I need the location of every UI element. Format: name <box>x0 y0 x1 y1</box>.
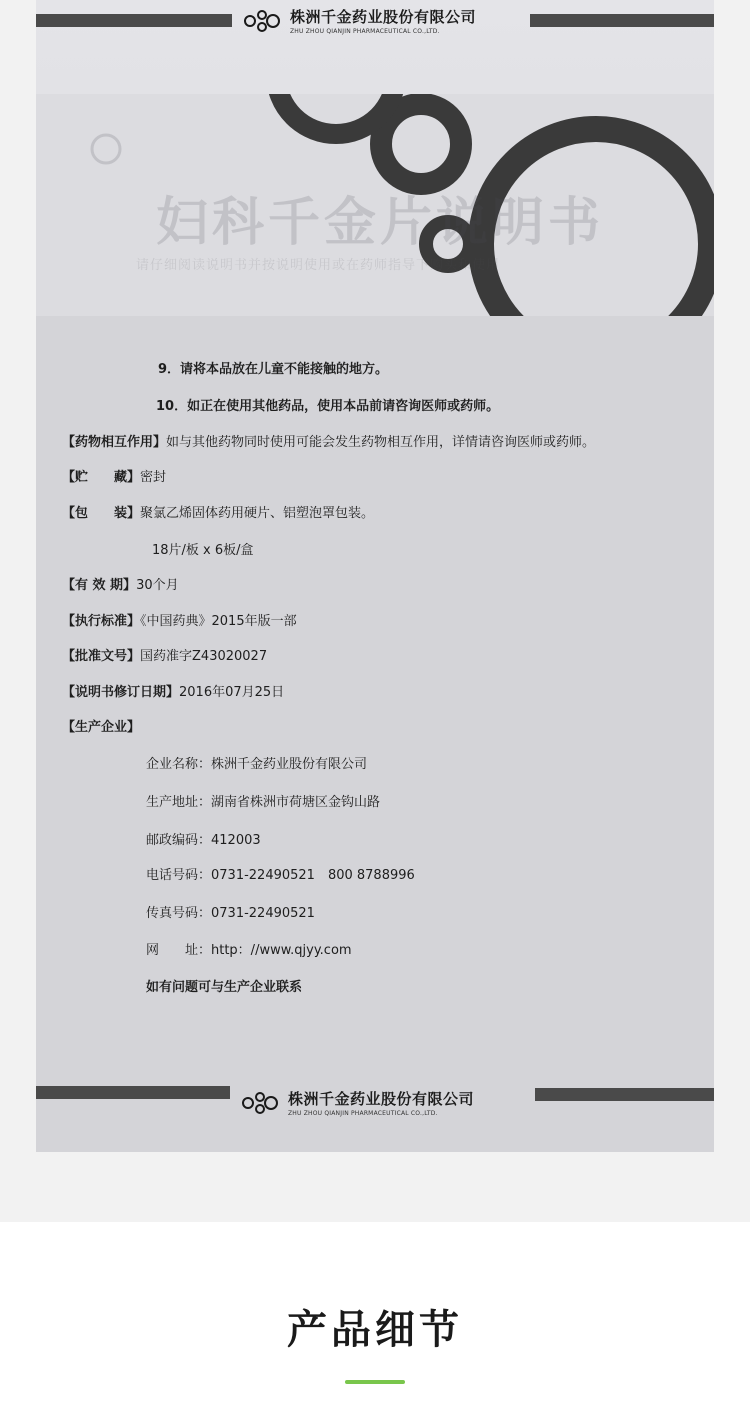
ghost-title: 妇科千金片说明书 <box>156 193 605 253</box>
manufacturer-postcode: 邮政编码：412003 <box>146 833 261 848</box>
validity-text: 30个月 <box>136 578 179 593</box>
validity-label: 【有 效 期】 <box>62 578 137 593</box>
manufacturer-name: 企业名称：株洲千金药业股份有限公司 <box>146 757 368 772</box>
brand-name-en: ZHU ZHOU QIANJIN PHARMACEUTICAL CO.,LTD. <box>288 1110 438 1117</box>
section-heading: 产品细节 <box>287 1307 463 1353</box>
bottom-brand <box>242 1088 474 1117</box>
brand-name-en: ZHU ZHOU QIANJIN PHARMACEUTICAL CO.,LTD. <box>290 28 440 35</box>
manufacturer-address: 生产地址：湖南省株洲市荷塘区金钩山路 <box>146 795 381 810</box>
manufacturer-phone: 电话号码：0731-22490521 800 8788996 <box>146 868 415 883</box>
package-text: 聚氯乙烯固体药用硬片、铝塑泡罩包装。 <box>140 506 375 521</box>
package-label: 【包 装】 <box>62 506 141 521</box>
manufacturer-fax: 传真号码：0731-22490521 <box>146 906 315 921</box>
manufacturer-website: 网 址：http：//www.qjyy.com <box>146 943 352 958</box>
standard-label: 【执行标准】 <box>62 614 141 629</box>
contact-note: 如有问题可与生产企业联系 <box>146 980 303 995</box>
storage-row <box>62 466 166 485</box>
standard-text: 《中国药典》2015年版一部 <box>140 614 297 629</box>
revision-text: 2016年07月25日 <box>179 685 285 700</box>
storage-label: 【贮 藏】 <box>62 470 141 485</box>
company-logo-icon <box>242 1090 282 1116</box>
heading-accent-line <box>345 1380 405 1384</box>
revision-row <box>62 681 284 700</box>
approval-text: 国药准字Z43020027 <box>140 649 268 664</box>
validity-row <box>62 574 179 593</box>
item-9: 9．请将本品放在儿童不能接触的地方。 <box>158 362 389 377</box>
interaction-row <box>62 431 595 450</box>
approval-row <box>62 645 267 664</box>
storage-text: 密封 <box>140 470 167 485</box>
ghost-subtitle: 请仔细阅读说明书并按说明使用或在药师指导下购买和使用 <box>136 258 501 273</box>
interaction-label: 【药物相互作用】 <box>62 435 167 450</box>
standard-row <box>62 610 297 629</box>
approval-label: 【批准文号】 <box>62 649 141 664</box>
item-10: 10．如正在使用其他药品，使用本品前请咨询医师或药师。 <box>156 399 500 414</box>
interaction-text: 如与其他药物同时使用可能会发生药物相互作用，详情请咨询医师或药师。 <box>166 435 596 450</box>
revision-label: 【说明书修订日期】 <box>62 685 180 700</box>
brand-name-cn: 株洲千金药业股份有限公司 <box>290 8 477 26</box>
manufacturer-label: 【生产企业】 <box>62 720 141 735</box>
bottom-left-bar <box>36 1086 230 1099</box>
bottom-right-bar <box>535 1088 714 1101</box>
brand-name-cn: 株洲千金药业股份有限公司 <box>288 1090 475 1108</box>
package-row <box>62 502 374 521</box>
package-spec: 18片/板 x 6板/盒 <box>152 543 254 558</box>
